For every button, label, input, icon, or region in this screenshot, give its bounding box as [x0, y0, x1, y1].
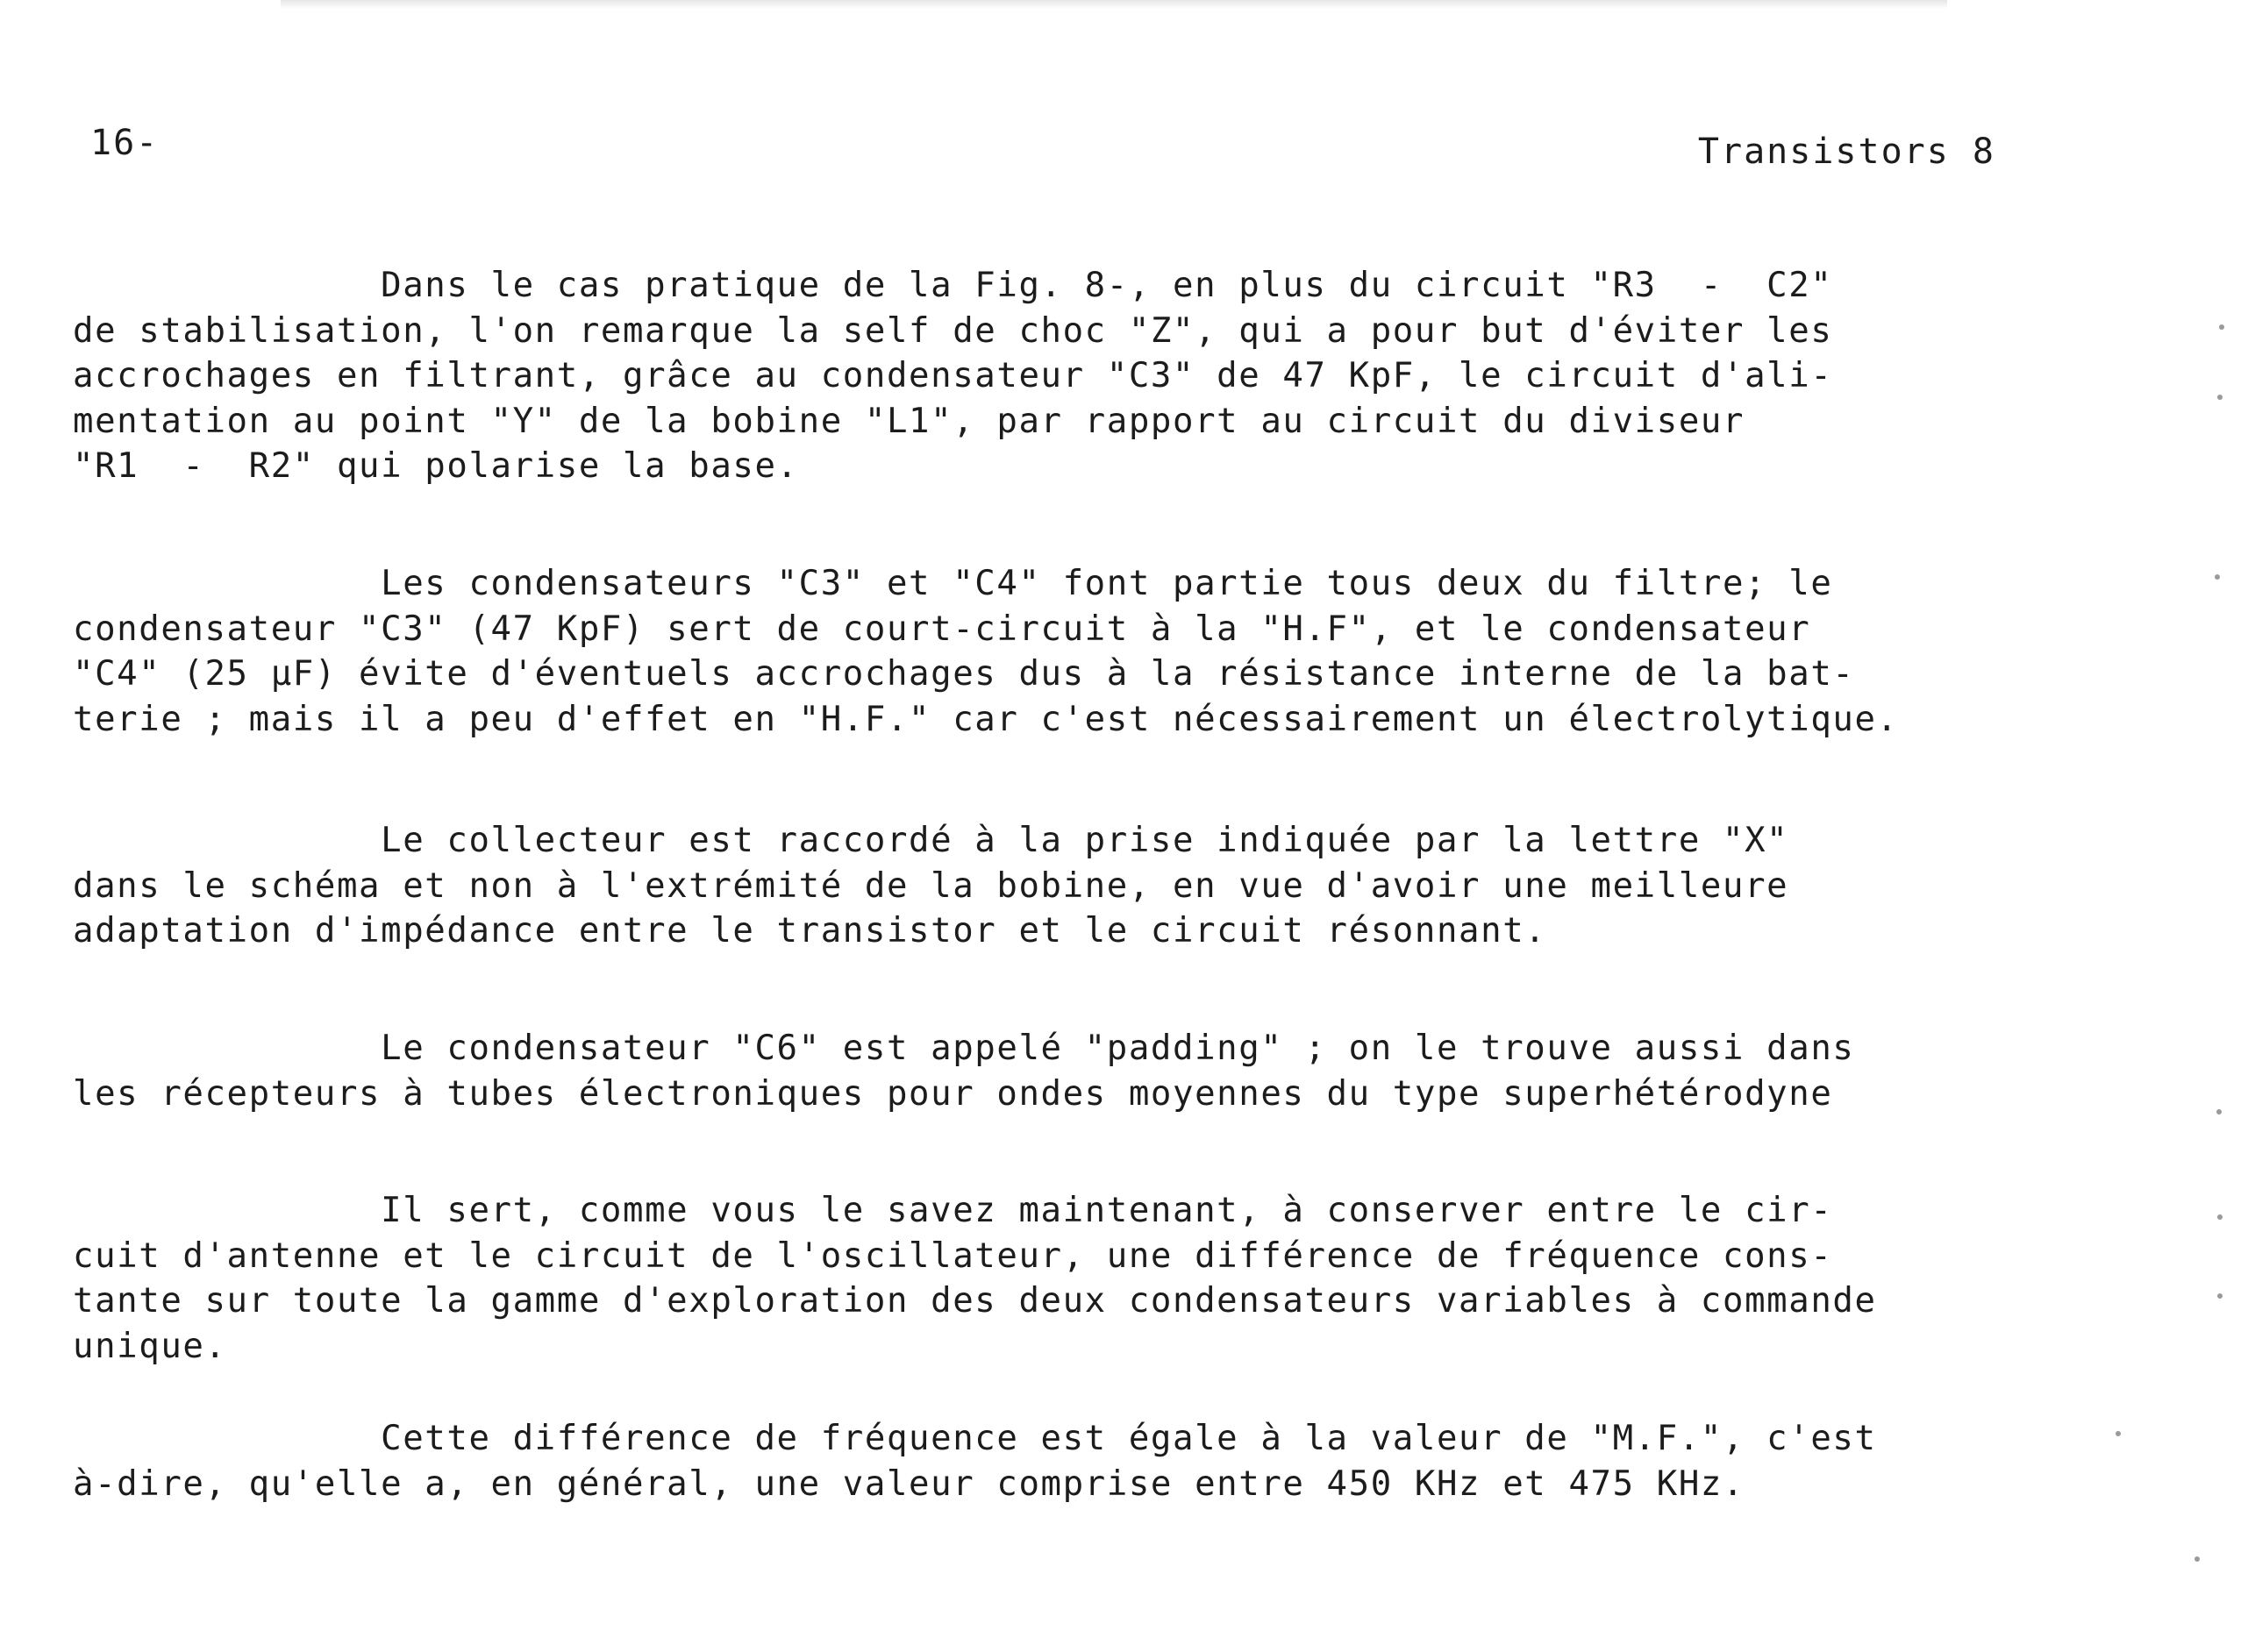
paragraph-5 [73, 1188, 2002, 1369]
text-line: Le condensateur "C6" est appelé "padding" ; on le trouve aussi dans [73, 1029, 1855, 1068]
text-line: Il sert, comme vous le savez maintenant, à conserver entre le cir- [73, 1191, 1833, 1230]
scan-speck [2194, 1556, 2200, 1562]
scan-edge-shadow [281, 0, 1947, 9]
text-line: tante sur toute la gamme d'exploration des deux condensateurs variables à commande [73, 1281, 1877, 1321]
scan-speck [2217, 1293, 2223, 1299]
text-line: dans le schéma et non à l'extrémité de la bobine, en vue d'avoir une meilleure [73, 865, 1789, 906]
paragraph-2 [73, 561, 2002, 742]
page-number: 16- [90, 123, 160, 163]
text-line: cuit d'antenne et le circuit de l'oscillateur, une différence de fréquence cons- [73, 1235, 1833, 1276]
text-line: mentation au point "Y" de la bobine "L1", par rapport au circuit du diviseur [73, 401, 1745, 441]
page-title: Transistors 8 [1697, 132, 1995, 172]
text-line: de stabilisation, l'on remarque la self de choc "Z", qui a pour but d'éviter les [73, 310, 1833, 351]
scan-speck [2219, 324, 2224, 330]
scan-speck [2216, 1109, 2222, 1114]
text-line: Le collecteur est raccordé à la prise indiquée par la lettre "X" [73, 821, 1789, 860]
text-line: Cette différence de fréquence est égale à la valeur de "M.F.", c'est [73, 1419, 1877, 1458]
paragraph-1 [73, 263, 2002, 489]
text-line: terie ; mais il a peu d'effet en "H.F." car c'est nécessairement un électrolytique. [73, 699, 1899, 739]
text-line: Les condensateurs "C3" et "C4" font partie tous deux du filtre; le [73, 564, 1833, 603]
text-line: unique. [73, 1326, 227, 1366]
paragraph-6 [73, 1416, 2002, 1506]
text-line: "C4" (25 µF) évite d'éventuels accrochages dus à la résistance interne de la bat- [73, 654, 1855, 694]
text-line: Dans le cas pratique de la Fig. 8-, en plus du circuit "R3 - C2" [73, 266, 1833, 305]
text-line: accrochages en filtrant, grâce au condensateur "C3" de 47 KpF, le circuit d'ali- [73, 356, 1833, 395]
text-line: adaptation d'impédance entre le transistor et le circuit résonnant. [73, 911, 1547, 951]
scan-speck [2116, 1431, 2121, 1436]
text-line: les récepteurs à tubes électroniques pour ondes moyennes du type superhétérodyne [73, 1073, 1833, 1114]
scan-speck [2215, 574, 2220, 580]
text-line: condensateur "C3" (47 KpF) sert de court-circuit à la "H.F", et le condensateur [73, 609, 1811, 649]
scan-speck [2217, 1214, 2223, 1220]
paragraph-4 [73, 1026, 2002, 1116]
paragraph-3 [73, 818, 2002, 954]
scan-speck [2217, 395, 2223, 400]
text-line: à-dire, qu'elle a, en général, une valeur comprise entre 450 KHz et 475 KHz. [73, 1463, 1745, 1504]
text-line: "R1 - R2" qui polarise la base. [73, 446, 799, 486]
